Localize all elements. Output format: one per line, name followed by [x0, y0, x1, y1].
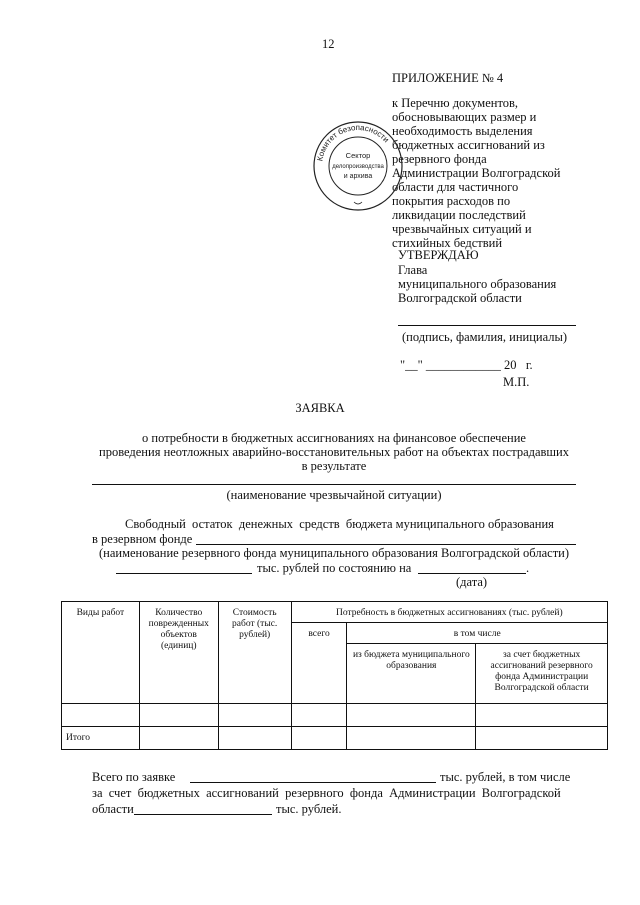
appendix-line: резервного фонда: [392, 152, 487, 166]
header-municipal: из бюджета муниципального образования: [347, 644, 476, 704]
date-caption: (дата): [456, 575, 488, 589]
header-need: Потребность в бюджетных ассигнованиях (тыс. рублей): [291, 602, 607, 623]
header-cost: Стоимость работ (тыс. рублей): [218, 602, 291, 704]
balance-line-4: тыс. рублей по состоянию на: [257, 561, 412, 575]
header-including: в том числе: [347, 623, 608, 644]
request-title: ЗАЯВКА: [295, 401, 345, 415]
emergency-line: [92, 484, 576, 485]
fund-caption: (наименование резервного фонда муниципального образования Волгоградской области): [98, 546, 570, 560]
appendix-text: [392, 96, 612, 250]
balance-date-line: [418, 573, 526, 574]
approval-heading: УТВЕРЖДАЮ: [398, 248, 479, 262]
request-subtitle-line: в результате: [301, 459, 367, 473]
appendix-line: стихийных бедствий: [392, 236, 503, 250]
appendix-line: области для частичного: [392, 180, 519, 194]
summary-total-line: [190, 782, 436, 783]
appendix-line: чрезвычайных ситуаций и: [392, 222, 532, 236]
signature-line: [398, 325, 576, 326]
stamp-inner-line: Сектор: [345, 151, 371, 160]
header-regional: за счет бюджетных ассигнований резервного фонда Администрации Волгоградской области: [476, 644, 608, 704]
signature-caption: (подпись, фамилия, инициалы): [402, 330, 568, 344]
emergency-caption: (наименование чрезвычайной ситуации): [226, 488, 442, 502]
total-row-label: Итого: [62, 727, 140, 750]
page-number: 12: [322, 37, 335, 51]
summary-reserve-line: [134, 814, 272, 815]
summary-line-3-suffix: тыс. рублей.: [276, 802, 342, 816]
stamp-inner-line: и архива: [343, 173, 373, 180]
summary-line-3-prefix: области: [92, 802, 134, 816]
approval-text: [398, 263, 556, 305]
approval-line: муниципального образования: [398, 277, 557, 291]
header-count: Количество поврежденных объектов (единиц): [139, 602, 218, 704]
needs-table: [61, 601, 608, 750]
seal-mark: М.П.: [503, 375, 530, 389]
appendix-line: необходимость выделения: [392, 124, 533, 138]
approval-line: Глава: [398, 263, 428, 277]
header-total: всего: [291, 623, 347, 704]
balance-line-2: в резервном фонде: [92, 532, 193, 546]
stamp-ring-text: Комитет безопасности: [315, 122, 391, 162]
fund-name-line: [196, 544, 576, 545]
appendix-line: покрытия расходов по: [392, 194, 511, 208]
appendix-line: к Перечню документов,: [392, 96, 519, 110]
appendix-line: ликвидации последствий: [392, 208, 526, 222]
balance-amount-line: [116, 573, 252, 574]
table-row-total: [62, 727, 608, 750]
appendix-line: Администрации Волгоградской: [392, 166, 561, 180]
stamp-inner-line: делопроизводства: [332, 164, 384, 170]
department-stamp: [312, 120, 404, 212]
appendix-line: бюджетных ассигнований из: [392, 138, 545, 152]
summary-line-1-suffix: тыс. рублей, в том числе: [440, 770, 571, 784]
approval-line: Волгоградской области: [398, 291, 522, 305]
request-subtitle-line: о потребности в бюджетных ассигнованиях на финансовое обеспечение: [142, 431, 526, 445]
appendix-line: обосновывающих размер и: [392, 110, 537, 124]
appendix-title: ПРИЛОЖЕНИЕ № 4: [392, 71, 504, 85]
table-row: [62, 704, 608, 727]
request-subtitle-line: проведения неотложных аварийно-восстановительных работ на объектах пострадавших: [99, 445, 569, 459]
balance-line-1: Свободный остаток денежных средств бюджета муниципального образования: [125, 517, 554, 531]
summary-line-1-prefix: Всего по заявке: [92, 770, 176, 784]
summary-line-2: за счет бюджетных ассигнований резервного фонда Администрации Волгоградской: [92, 786, 561, 800]
request-subtitle: [60, 431, 608, 473]
header-types: Виды работ: [62, 602, 140, 704]
approval-date: "__" ____________ 20 г.: [400, 358, 533, 372]
